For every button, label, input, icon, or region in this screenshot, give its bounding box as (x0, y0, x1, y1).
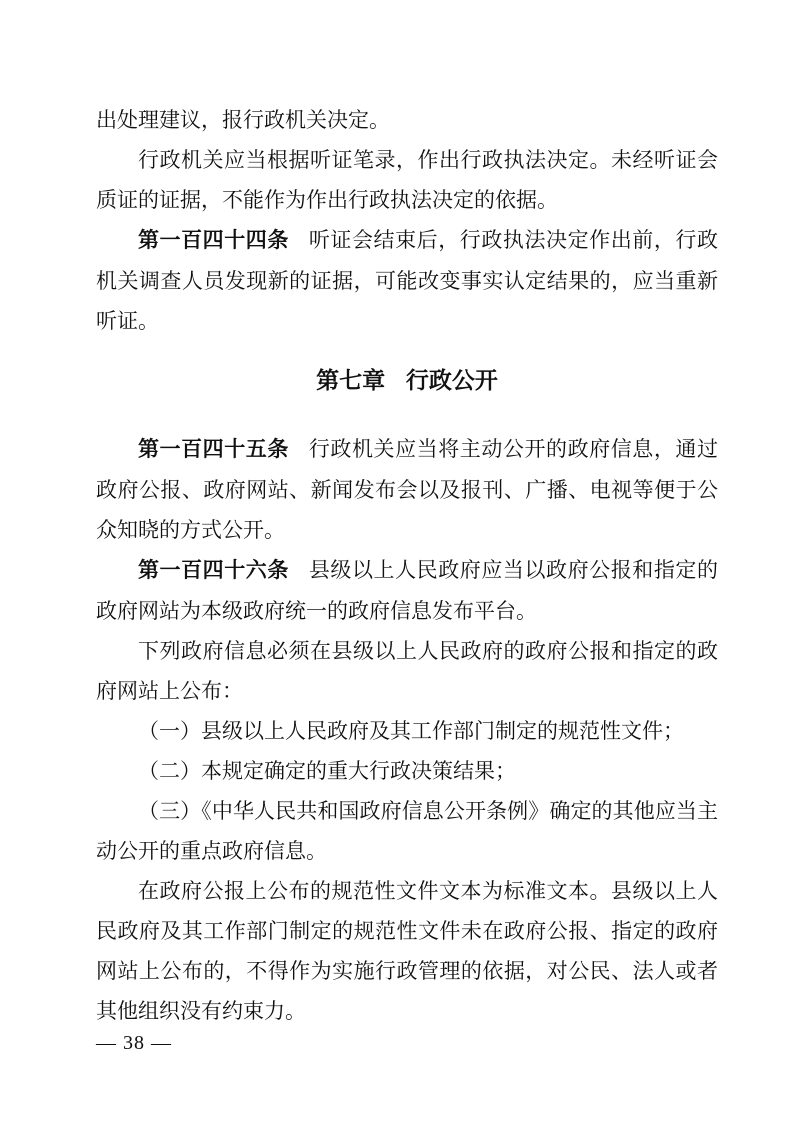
document-body (96, 100, 718, 1031)
paragraph: 下列政府信息必须在县级以上人民政府的政府公报和指定的政府网站上公布： (96, 639, 718, 703)
article-text: 行政机关应当将主动公开的政府信息，通过政府公报、政府网站、新闻发布会以及报刊、广播、电视等便于公众知晓的方式公开。 (96, 437, 718, 542)
chapter-heading (96, 360, 718, 400)
chapter-number: 第七章 (316, 367, 386, 393)
list-item-1: （一）县级以上人民政府及其工作部门制定的规范性文件； (138, 719, 684, 743)
page-number: — 38 — (96, 1032, 172, 1054)
list-item-2: （二）本规定确定的重大行政决策结果； (138, 759, 516, 783)
article-number: 第一百四十四条 (138, 229, 289, 252)
article-paragraph (96, 220, 718, 341)
paragraph: 在政府公报上公布的规范性文件文本为标准文本。县级以上人民政府及其工作部门制定的规范性文件未在政府公报、指定的政府网站上公布的，不得作为实施行政管理的依据，对公民、法人或者其他组织没有约束力。 (96, 879, 718, 1023)
article-text: 听证会结束后，行政执法决定作出前，行政机关调查人员发现新的证据，可能改变事实认定结果的，应当重新听证。 (96, 228, 718, 333)
chapter-title: 行政公开 (405, 367, 498, 393)
article-text: 县级以上人民政府应当以政府公报和指定的政府网站为本级政府统一的政府信息发布平台。 (96, 558, 718, 623)
list-item-3: （三）《中华人民共和国政府信息公开条例》确定的其他应当主动公开的重点政府信息。 (96, 799, 718, 863)
paragraph: 行政机关应当根据听证笔录，作出行政执法决定。未经听证会质证的证据，不能作为作出行政执法决定的依据。 (96, 148, 718, 212)
article-paragraph (96, 429, 718, 550)
article-number: 第一百四十六条 (138, 559, 289, 582)
article-paragraph (96, 550, 718, 631)
paragraph-continuation: 出处理建议，报行政机关决定。 (96, 108, 390, 132)
article-number: 第一百四十五条 (138, 438, 289, 461)
